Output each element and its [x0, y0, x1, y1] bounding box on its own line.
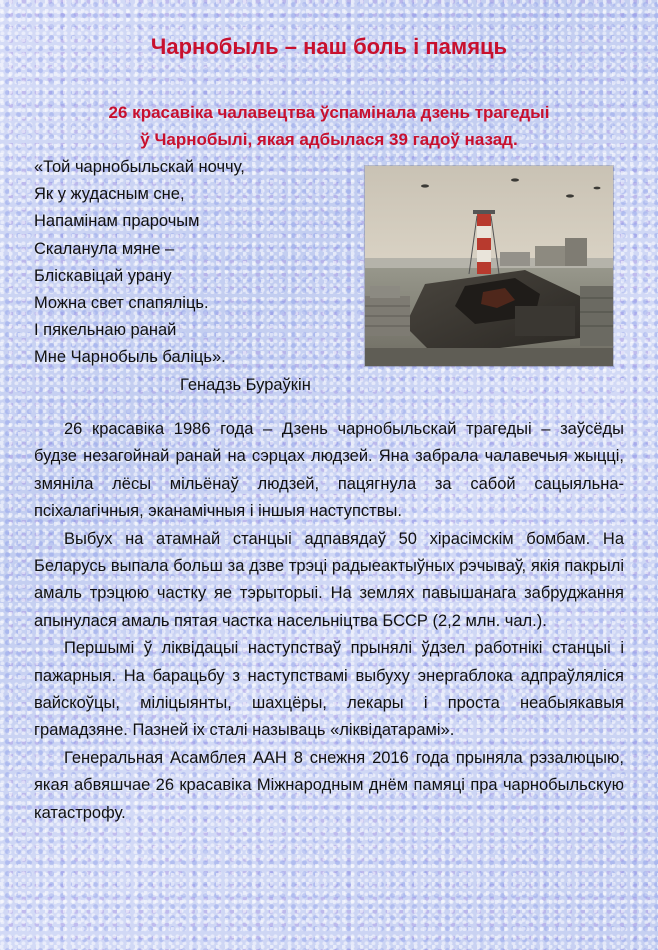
poem — [34, 154, 364, 399]
paragraph: Генеральная Асамблея ААН 8 снежня 2016 года прыняла рэзалюцыю, якая абвяшчае 26 красавіка Міжнародным днём памяці пра чарнобыльскую катастрофу. — [34, 748, 624, 822]
poem-line: Бліскавіцай урану — [34, 266, 172, 285]
subtitle-line-2: ў Чарнобылі, якая адбылася 39 гадоў назад. — [140, 130, 518, 149]
poem-line: Можна свет спапяліць. — [34, 294, 209, 313]
paragraph: Выбух на атамнай станцыі адпавядаў 50 хірасімскім бомбам. На Беларусь выпала больш за дзве трэці радыеактыўных рэчываў, якія пакрылі амаль трэцюю частку яе тэрыторыі. На землях павышанага забруджання апынулася амаль пятая частка насельніцтва БССР (2,2 млн. чал.). — [34, 529, 624, 630]
paragraph: 26 красавіка 1986 года – Дзень чарнобыльскай трагедыі – заўсёды будзе незагойнай ранай на сэрцах людзей. Яна забрала чалавечыя жыцці, змяніла лёсы мільёнаў людзей, пацягнула за сабой сацыяльна-псіхалагічныя, эканамічныя і іншыя наступствы. — [34, 420, 624, 521]
poem-line: Мне Чарнобыль баліць». — [34, 348, 226, 367]
paragraph: Першымі ў ліквідацыі наступстваў прынялі ўдзел работнікі станцыі і пажарныя. На барацьбу з наступствамі выбуху энергаблока адпраўляліся вайскоўцы, міліцыянты, шахцёры, лекары і проста неабыякавыя грамадзяне. Пазней іх сталі называць «ліквідатарамі». — [34, 639, 624, 740]
chernobyl-plant-illustration — [365, 166, 613, 366]
poem-line: І пякельнаю ранай — [34, 321, 177, 340]
subtitle — [0, 99, 658, 153]
article-body — [34, 416, 624, 827]
poem-line: Скаланула мяне – — [34, 239, 175, 258]
poem-line: «Той чарнобыльскай ноччу, — [34, 158, 245, 176]
poem-line: Напамінам прарочым — [34, 212, 200, 231]
poem-line: Як у жудасным сне, — [34, 185, 185, 204]
subtitle-line-1: 26 красавіка чалавецтва ўспамінала дзень трагедыі — [108, 103, 550, 122]
chernobyl-plant-photo — [364, 165, 614, 367]
page-title: Чарнобыль – наш боль і памяць — [150, 34, 508, 59]
poem-author: Генадзь Бураўкін — [180, 375, 311, 394]
